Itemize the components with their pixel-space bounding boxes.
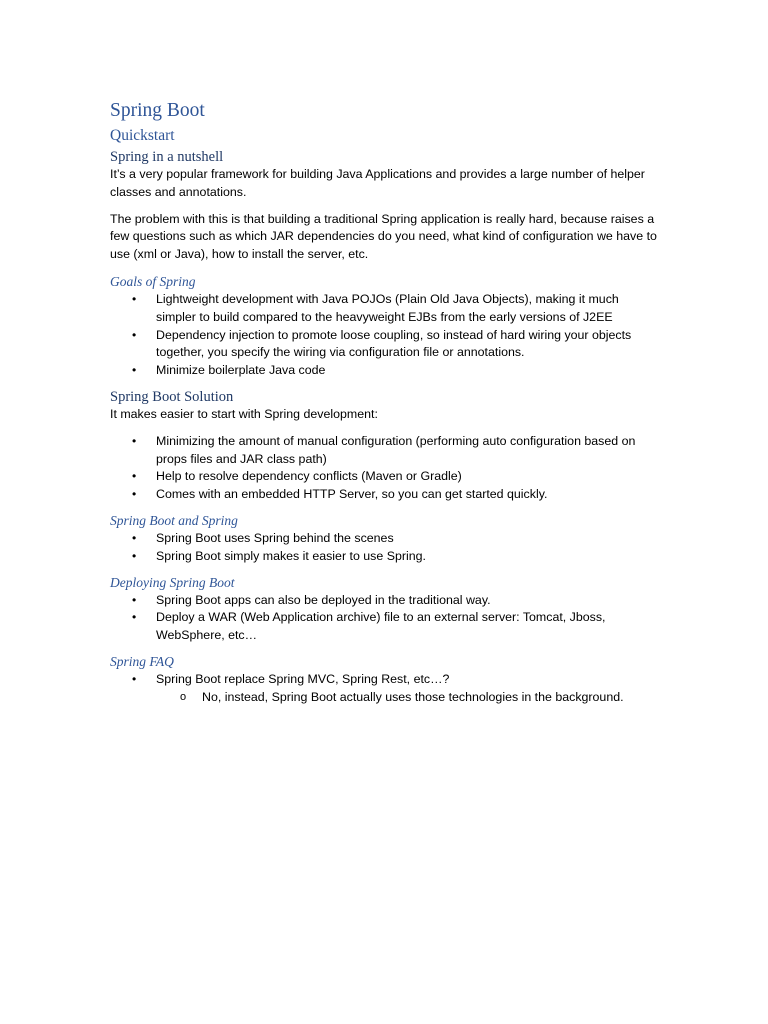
bullet-icon: •	[132, 530, 137, 545]
list-item-text: Minimizing the amount of manual configuration (performing auto configuration based on props files and JAR class path)	[156, 433, 636, 466]
list-item-text: Dependency injection to promote loose coupling, so instead of hard wiring your objects together, you specify the wiring via configuration file or annotations.	[156, 327, 632, 360]
list-item	[110, 362, 658, 380]
faq-sub-list	[110, 689, 658, 707]
heading-quickstart: Quickstart	[110, 127, 175, 144]
paragraph-nutshell-1: It’s a very popular framework for building Java Applications and provides a large number of helper classes and annotations.	[110, 167, 645, 199]
list-item	[110, 291, 658, 327]
list-item-text: Comes with an embedded HTTP Server, so you can get started quickly.	[156, 487, 548, 502]
heading-deploying-spring-boot: Deploying Spring Boot	[110, 574, 235, 590]
list-item-text: Spring Boot uses Spring behind the scenes	[156, 530, 394, 545]
list-item-text: Help to resolve dependency conflicts (Maven or Gradle)	[156, 469, 462, 484]
list-item	[110, 327, 658, 363]
circle-bullet-icon: o	[180, 690, 187, 703]
list-item-text: Minimize boilerplate Java code	[156, 363, 326, 378]
boot-and-spring-list	[110, 530, 658, 566]
list-item	[110, 671, 658, 689]
list-item-text: Spring Boot simply makes it easier to use Spring.	[156, 548, 426, 563]
document-title: Spring Boot	[110, 100, 205, 121]
heading-spring-faq: Spring FAQ	[110, 653, 174, 669]
bullet-icon: •	[132, 671, 137, 686]
document-page	[110, 98, 658, 715]
bullet-icon: •	[132, 433, 137, 448]
bullet-icon: •	[132, 469, 137, 484]
bullet-icon: •	[132, 548, 137, 563]
heading-spring-boot-solution: Spring Boot Solution	[110, 388, 234, 405]
goals-list	[110, 291, 658, 380]
list-item-text: No, instead, Spring Boot actually uses those technologies in the background.	[202, 689, 624, 704]
bullet-icon: •	[132, 487, 137, 502]
list-item	[110, 592, 658, 610]
bullet-icon: •	[132, 592, 137, 607]
list-item	[110, 689, 658, 707]
bullet-icon: •	[132, 327, 137, 342]
list-item	[110, 486, 658, 504]
bullet-icon: •	[132, 610, 137, 625]
list-item-text: Spring Boot replace Spring MVC, Spring Rest, etc…?	[156, 671, 450, 686]
list-item	[110, 433, 658, 469]
list-item	[110, 468, 658, 486]
paragraph-solution-intro: It makes easier to start with Spring development:	[110, 406, 378, 421]
solution-list	[110, 433, 658, 504]
list-item-text: Deploy a WAR (Web Application archive) file to an external server: Tomcat, Jboss, WebSphere, etc…	[156, 610, 606, 643]
bullet-icon: •	[132, 363, 137, 378]
heading-goals-of-spring: Goals of Spring	[110, 273, 196, 289]
list-item-text: Lightweight development with Java POJOs (Plain Old Java Objects), making it much simpler to build compared to the heavyweight EJBs from the early versions of J2EE	[156, 291, 619, 324]
list-item	[110, 609, 658, 645]
list-item-text: Spring Boot apps can also be deployed in the traditional way.	[156, 592, 491, 607]
list-item	[110, 530, 658, 548]
bullet-icon: •	[132, 291, 137, 306]
deploying-list	[110, 592, 658, 645]
heading-spring-nutshell: Spring in a nutshell	[110, 149, 224, 165]
faq-list	[110, 671, 658, 689]
paragraph-nutshell-2: The problem with this is that building a traditional Spring application is really hard, because raises a few questions such as which JAR dependencies do you need, what kind of configuration we have to use (xml or Java), how to install the server, etc.	[110, 211, 657, 262]
list-item	[110, 548, 658, 566]
heading-spring-boot-and-spring: Spring Boot and Spring	[110, 512, 238, 528]
